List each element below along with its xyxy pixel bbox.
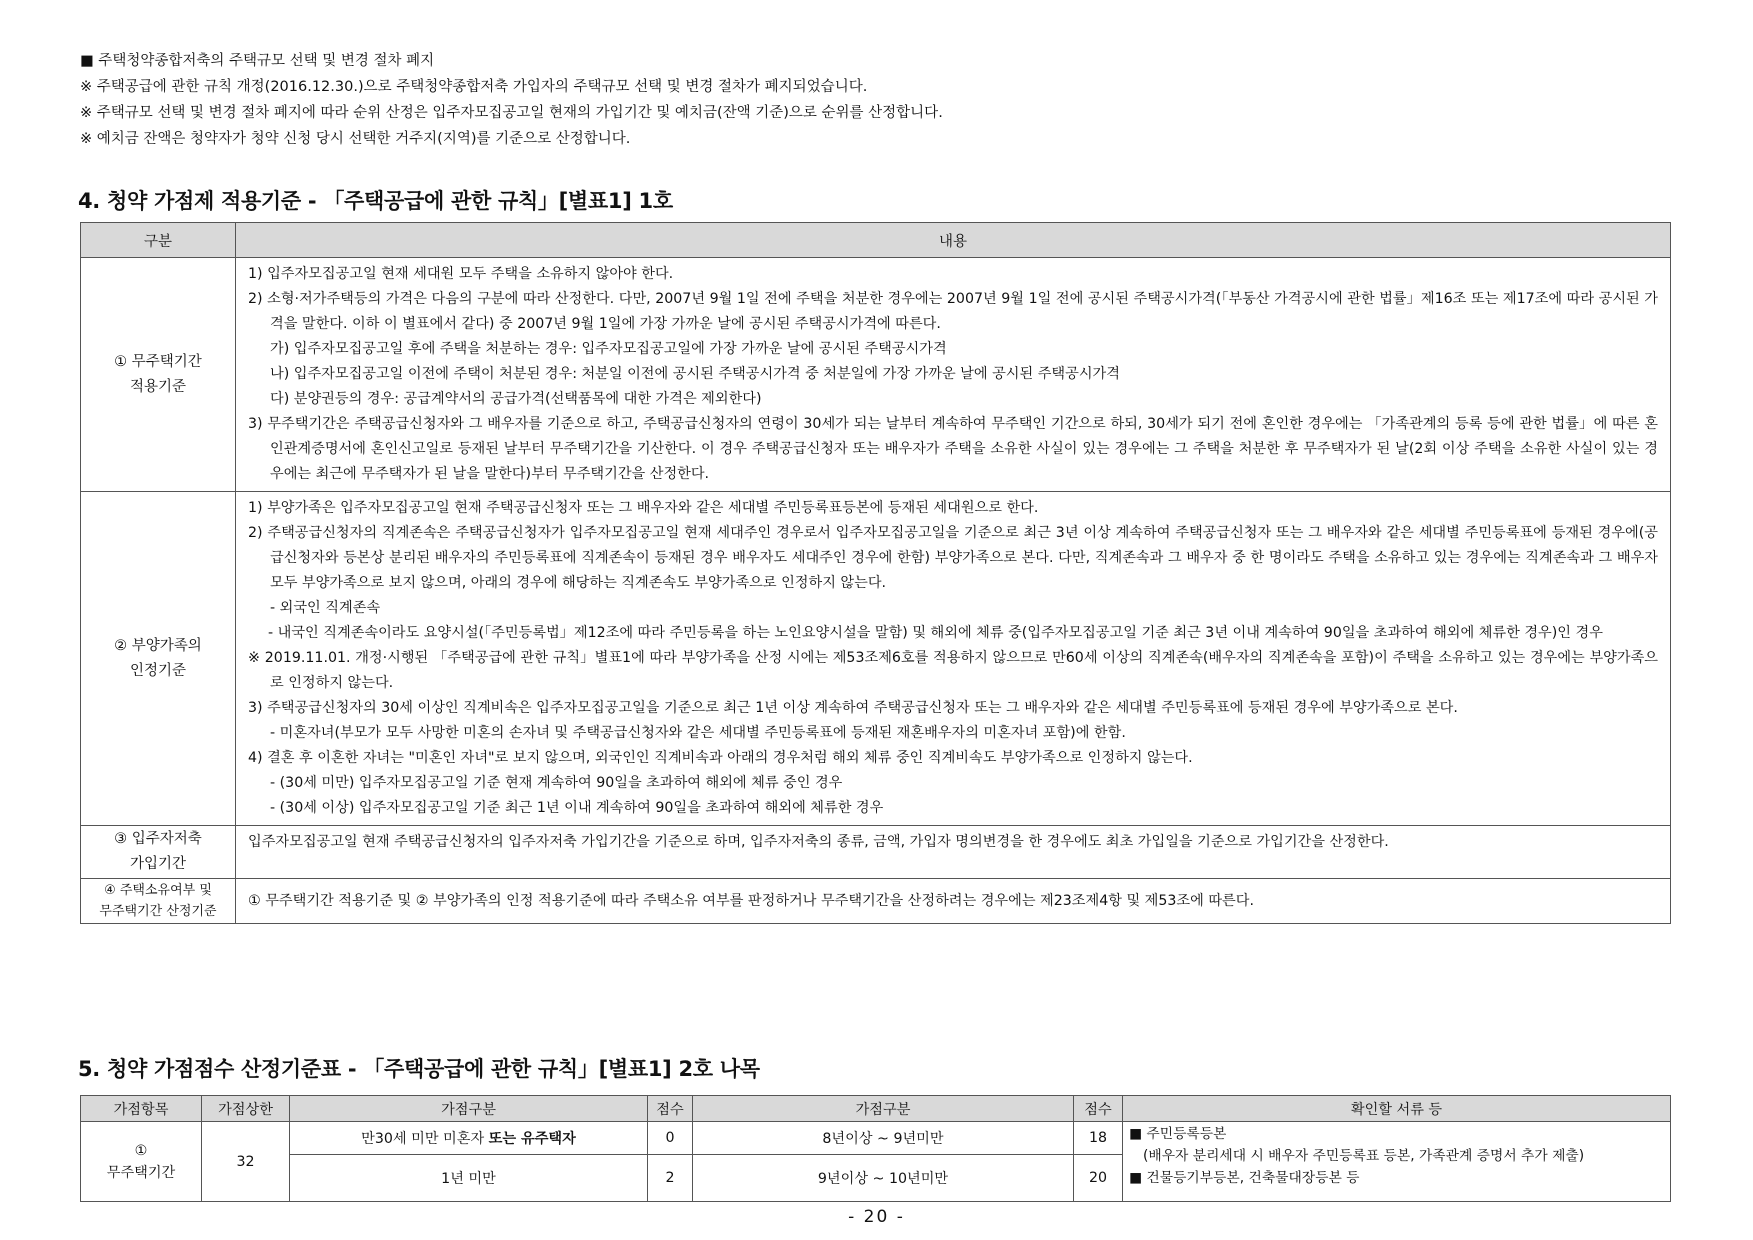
content-line: 입주자모집공고일 현재 주택공급신청자의 입주자저축 가입기간을 기준으로 하며, 입주자저축의 종류, 금액, 가입자 명의변경을 한 경우에도 최초 가입일을 기준으로 가입기간을 산정한다. bbox=[248, 834, 1389, 850]
item-cell bbox=[81, 1122, 202, 1202]
header-item: 가점항목 bbox=[81, 1096, 202, 1122]
row-label-line: ④ 주택소유여부 및 bbox=[104, 883, 212, 898]
document-line: ■ 건물등기부등본, 건축물대장등본 등 bbox=[1129, 1170, 1360, 1186]
category-a-cell bbox=[290, 1155, 648, 1202]
category-text: 만30세 미만 미혼자 bbox=[361, 1131, 489, 1147]
category-bold-text: 또는 유주택자 bbox=[488, 1131, 576, 1147]
row-content bbox=[236, 826, 1671, 879]
criteria-table bbox=[80, 222, 1671, 924]
cap-cell: 32 bbox=[202, 1122, 290, 1202]
header-category: 구분 bbox=[81, 223, 236, 258]
row-label-line: 가입기간 bbox=[129, 856, 187, 872]
content-line: 3) 주택공급신청자의 30세 이상인 직계비속은 입주자모집공고일을 기준으로 최근 1년 이상 계속하여 주택공급신청자 또는 그 배우자와 같은 세대별 주민등록표에 등재된 경우에 부양가족으로 본다. bbox=[248, 700, 1458, 716]
content-line: 가) 입주자모집공고일 후에 주택을 처분하는 경우: 입주자모집공고일에 가장 가까운 날에 공시된 주택공시가격 bbox=[270, 341, 947, 357]
category-b-cell: 8년이상 ~ 9년미만 bbox=[693, 1122, 1074, 1155]
content-line: - 미혼자녀(부모가 모두 사망한 미혼의 손자녀 및 주택공급신청자와 같은 세대별 주민등록표에 등재된 재혼배우자의 미혼자녀 포함)에 한함. bbox=[270, 725, 1126, 741]
document-line: ■ 주민등록등본 bbox=[1129, 1126, 1227, 1142]
header-content: 내용 bbox=[236, 223, 1671, 258]
score-b-cell: 20 bbox=[1074, 1155, 1123, 1202]
row-label-line: ③ 입주자저축 bbox=[114, 831, 202, 847]
note-line: ※ 예치금 잔액은 청약자가 청약 신청 당시 선택한 거주지(지역)를 기준으로 산정합니다. bbox=[80, 131, 631, 147]
content-line: - 외국인 직계존속 bbox=[270, 600, 381, 616]
row-label bbox=[81, 258, 236, 492]
content-line: 3) 무주택기간은 주택공급신청자와 그 배우자를 기준으로 하고, 주택공급신청자의 연령이 30세가 되는 날부터 계속하여 무주택인 기간으로 하되, 30세가 되기 전에 혼인한 경우에는 「가족관계의 등록 등에 관한 법률」에 따른 혼인관계증명서에 혼인신고일로 등재된 날부터 무주택기간을 기산한다. 이 경우 주택공급신청자 또는 배우자가 주택을 소유한 사실이 있는 경우에는 그 주택을 처분한 후 무주택자가 된 날(2회 이상 주택을 소유한 사실이 있는 경우에는 최근에 무주택자가 된 날을 말한다)부터 무주택기간을 산정한다. bbox=[248, 416, 1658, 482]
documents-cell bbox=[1123, 1122, 1671, 1202]
content-line: 다) 분양권등의 경우: 공급계약서의 공급가격(선택품목에 대한 가격은 제외한다) bbox=[270, 391, 762, 407]
content-line: 나) 입주자모집공고일 이전에 주택이 처분된 경우: 처분일 이전에 공시된 주택공시가격 중 처분일에 가장 가까운 날에 공시된 주택공시가격 bbox=[270, 366, 1120, 382]
content-line: 4) 결혼 후 이혼한 자녀는 "미혼인 자녀"로 보지 않으며, 외국인인 직계비속과 아래의 경우처럼 해외 체류 중인 직계비속도 부양가족으로 인정하지 않는다. bbox=[248, 750, 1193, 766]
row-content bbox=[236, 492, 1671, 826]
header-category-a: 가점구분 bbox=[290, 1096, 648, 1122]
item-number: ① bbox=[134, 1142, 148, 1159]
score-a-cell: 2 bbox=[648, 1155, 693, 1202]
document-line: (배우자 분리세대 시 배우자 주민등록표 등본, 가족관계 증명서 추가 제출) bbox=[1143, 1148, 1585, 1164]
row-label bbox=[81, 879, 236, 924]
header-documents: 확인할 서류 등 bbox=[1123, 1096, 1671, 1122]
row-label-line: 적용기준 bbox=[129, 378, 187, 395]
content-line: 1) 부양가족은 입주자모집공고일 현재 주택공급신청자 또는 그 배우자와 같은 세대별 주민등록표등본에 등재된 세대원으로 한다. bbox=[248, 500, 1039, 516]
row-content bbox=[236, 879, 1671, 924]
row-label-line: ① 무주택기간 bbox=[114, 353, 202, 370]
category-a-cell bbox=[290, 1122, 648, 1155]
content-line: - (30세 미만) 입주자모집공고일 기준 현재 계속하여 90일을 초과하여 해외에 체류 중인 경우 bbox=[270, 775, 843, 791]
score-table bbox=[80, 1095, 1671, 1202]
content-line: ※ 2019.11.01. 개정·시행된 「주택공급에 관한 규칙」별표1에 따라 부양가족을 산정 시에는 제53조제6호를 적용하지 않으므로 만60세 이상의 직계존속(배우자의 직계존속을 포함)이 주택을 소유하고 있는 경우에는 부양가족으로 인정하지 않는다. bbox=[248, 650, 1658, 691]
item-name: 무주택기간 bbox=[106, 1164, 176, 1181]
content-line: 2) 주택공급신청자의 직계존속은 주택공급신청자가 입주자모집공고일 현재 세대주인 경우로서 입주자모집공고일을 기준으로 최근 3년 이상 계속하여 주택공급신청자 또는 그 배우자와 같은 세대별 주민등록표에 등재된 경우에(공급신청자와 등본상 분리된 배우자의 주민등록표에 직계존속이 등재된 경우 배우자도 세대주인 경우에 한함) 부양가족으로 본다. 다만, 직계존속과 그 배우자 중 한 명이라도 주택을 소유하고 있는 경우에는 직계존속과 그 배우자 모두 부양가족으로 보지 않으며, 아래의 경우에 해당하는 직계존속도 부양가족으로 인정하지 않는다. bbox=[248, 525, 1659, 591]
header-score-b: 점수 bbox=[1074, 1096, 1123, 1122]
row-label bbox=[81, 826, 236, 879]
page-number: - 20 - bbox=[848, 1207, 905, 1227]
criteria-row bbox=[81, 826, 1671, 879]
criteria-row bbox=[81, 492, 1671, 826]
header-cap: 가점상한 bbox=[202, 1096, 290, 1122]
row-label-line: 인정기준 bbox=[129, 662, 187, 679]
header-score-a: 점수 bbox=[648, 1096, 693, 1122]
row-label-line: 무주택기간 산정기준 bbox=[99, 904, 217, 919]
criteria-header-row bbox=[81, 223, 1671, 258]
note-line: ■ 주택청약종합저축의 주택규모 선택 및 변경 절차 폐지 bbox=[80, 53, 435, 69]
section4-title: 4. 청약 가점제 적용기준 - 「주택공급에 관한 규칙」[별표1] 1호 bbox=[78, 189, 673, 213]
row-content bbox=[236, 258, 1671, 492]
criteria-row bbox=[81, 879, 1671, 924]
category-text: 1년 미만 bbox=[441, 1171, 496, 1187]
score-a-cell: 0 bbox=[648, 1122, 693, 1155]
content-line: 1) 입주자모집공고일 현재 세대원 모두 주택을 소유하지 않아야 한다. bbox=[248, 266, 674, 282]
section5-title: 5. 청약 가점점수 산정기준표 - 「주택공급에 관한 규칙」[별표1] 2호 나목 bbox=[78, 1057, 760, 1081]
criteria-row bbox=[81, 258, 1671, 492]
row-label bbox=[81, 492, 236, 826]
note-line: ※ 주택규모 선택 및 변경 절차 폐지에 따라 순위 산정은 입주자모집공고일 현재의 가입기간 및 예치금(잔액 기준)으로 순위를 산정합니다. bbox=[80, 105, 943, 121]
note-line: ※ 주택공급에 관한 규칙 개정(2016.12.30.)으로 주택청약종합저축 가입자의 주택규모 선택 및 변경 절차가 폐지되었습니다. bbox=[80, 79, 868, 95]
content-line: - 내국인 직계존속이라도 요양시설(「주민등록법」제12조에 따라 주민등록을 하는 노인요양시설을 말함) 및 해외에 체류 중(입주자모집공고일 기준 최근 3년 이내 계속하여 90일을 초과하여 해외에 체류한 경우)인 경우 bbox=[268, 625, 1603, 641]
content-line: ① 무주택기간 적용기준 및 ② 부양가족의 인정 적용기준에 따라 주택소유 여부를 판정하거나 무주택기간을 산정하려는 경우에는 제23조제4항 및 제53조에 따른다. bbox=[248, 892, 1254, 909]
content-line: - (30세 이상) 입주자모집공고일 기준 최근 1년 이내 계속하여 90일을 초과하여 해외에 체류한 경우 bbox=[270, 800, 884, 816]
score-row bbox=[81, 1122, 1671, 1155]
row-label-line: ② 부양가족의 bbox=[114, 637, 202, 654]
header-category-b: 가점구분 bbox=[693, 1096, 1074, 1122]
content-line: 2) 소형·저가주택등의 가격은 다음의 구분에 따라 산정한다. 다만, 2007년 9월 1일 전에 주택을 처분한 경우에는 2007년 9월 1일 전에 공시된 주택공시가격(「부동산 가격공시에 관한 법률」제16조 또는 제17조에 따라 공시된 가격을 말한다. 이하 이 별표에서 같다) 중 2007년 9월 1일에 가장 가까운 날에 공시된 주택공시가격에 따른다. bbox=[248, 291, 1658, 332]
score-b-cell: 18 bbox=[1074, 1122, 1123, 1155]
intro-notes bbox=[80, 48, 943, 152]
category-b-cell: 9년이상 ~ 10년미만 bbox=[693, 1155, 1074, 1202]
score-header-row bbox=[81, 1096, 1671, 1122]
